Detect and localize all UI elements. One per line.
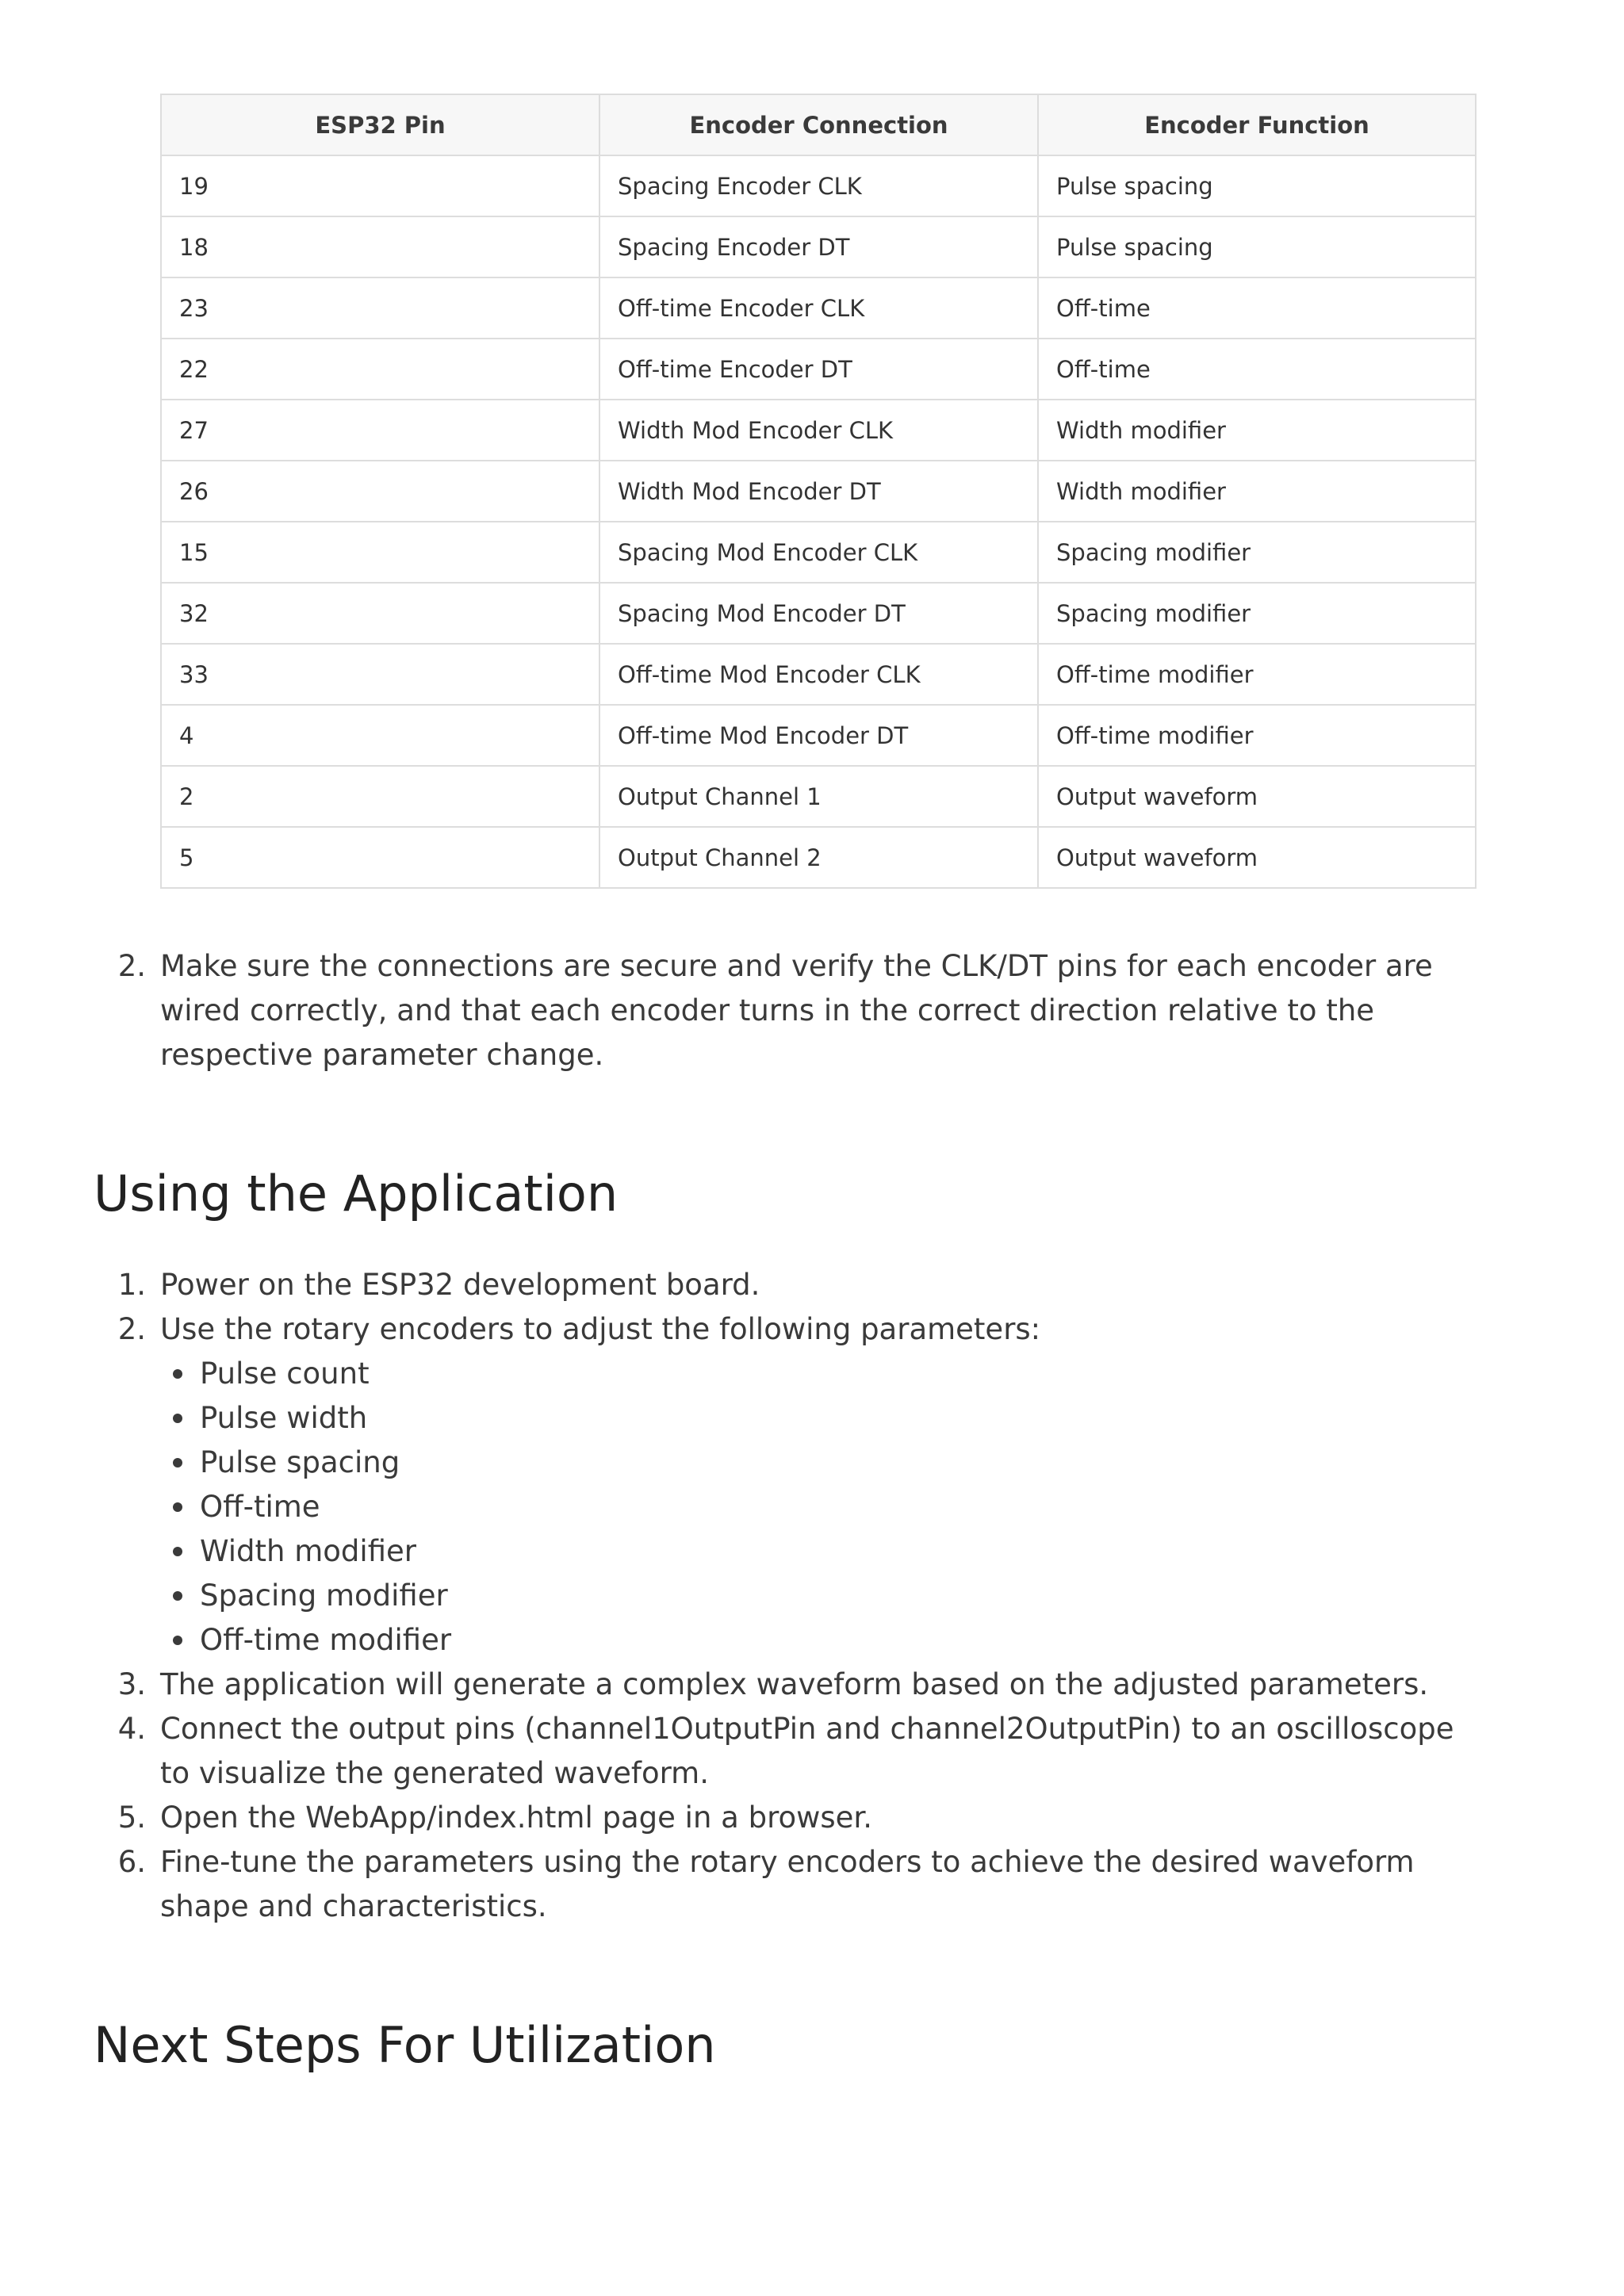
parameter-item: Off-time [200,1485,1473,1529]
list-number: 2. [117,1312,146,1347]
list-number: 3. [117,1667,146,1702]
bullet-icon [173,1369,182,1379]
pin-cell: 27 [161,400,599,461]
table-row [161,461,1476,522]
connection-cell: Off-time Mod Encoder CLK [599,644,1038,705]
bullet-icon [173,1458,182,1468]
connection-cell: Spacing Encoder DT [599,216,1038,277]
function-cell: Off-time modifier [1038,705,1476,766]
connection-cell: Width Mod Encoder DT [599,461,1038,522]
connection-cell: Off-time Encoder CLK [599,277,1038,339]
bullet-icon [173,1502,182,1512]
pin-cell: 33 [161,644,599,705]
list-item-text: The application will generate a complex waveform based on the adjusted parameters. [160,1667,1429,1702]
pin-cell: 26 [161,461,599,522]
connection-cell: Width Mod Encoder CLK [599,400,1038,461]
function-cell: Pulse spacing [1038,216,1476,277]
bullet-icon [173,1591,182,1601]
section-heading-next-steps: Next Steps For Utilization [94,2016,716,2075]
list-number: 5. [117,1800,146,1835]
list-item-text: Connect the output pins (channel1OutputPin and channel2OutputPin) to an oscilloscope to visualize the generated waveform. [160,1712,1454,1791]
section-heading-using-application: Using the Application [94,1165,619,1223]
pin-cell: 2 [161,766,599,827]
pin-cell: 5 [161,827,599,888]
connection-cell: Output Channel 1 [599,766,1038,827]
connection-steps-list [94,944,1473,1077]
parameter-item: Pulse spacing [200,1441,1473,1485]
list-item [94,1663,1473,1707]
bullet-icon [173,1636,182,1645]
table-header-row [161,94,1476,155]
list-number: 2. [117,949,146,983]
function-cell: Off-time modifier [1038,644,1476,705]
list-item-text: Use the rotary encoders to adjust the following parameters: [160,1312,1041,1347]
function-cell: Pulse spacing [1038,155,1476,216]
parameter-item: Width modifier [200,1529,1473,1574]
function-cell: Output waveform [1038,766,1476,827]
document-page [94,94,1473,2076]
table-row [161,216,1476,277]
list-number: 1. [117,1268,146,1303]
usage-steps-list [94,1263,1473,1929]
column-header: ESP32 Pin [161,94,599,155]
parameter-item: Pulse width [200,1396,1473,1441]
list-item [94,1707,1473,1796]
list-item-text: Open the WebApp/index.html page in a browser. [160,1800,873,1835]
table-row [161,827,1476,888]
pin-cell: 22 [161,339,599,400]
table-row [161,705,1476,766]
bullet-icon [173,1547,182,1556]
column-header: Encoder Connection [599,94,1038,155]
list-number: 4. [117,1712,146,1747]
connection-cell: Spacing Mod Encoder CLK [599,522,1038,583]
connection-cell: Output Channel 2 [599,827,1038,888]
pin-table [160,94,1477,889]
connection-cell: Spacing Mod Encoder DT [599,583,1038,644]
bullet-icon [173,1414,182,1423]
connection-cell: Off-time Encoder DT [599,339,1038,400]
function-cell: Width modifier [1038,461,1476,522]
table-row [161,339,1476,400]
table-row [161,766,1476,827]
pin-cell: 18 [161,216,599,277]
column-header: Encoder Function [1038,94,1476,155]
function-cell: Off-time [1038,277,1476,339]
parameter-item: Off-time modifier [200,1618,1473,1663]
function-cell: Output waveform [1038,827,1476,888]
list-item [94,944,1473,1077]
list-item [94,1796,1473,1840]
pin-cell: 19 [161,155,599,216]
table-row [161,277,1476,339]
table-row [161,522,1476,583]
function-cell: Off-time [1038,339,1476,400]
table-row [161,400,1476,461]
parameter-item: Spacing modifier [200,1574,1473,1618]
list-item-text: Fine-tune the parameters using the rotary encoders to achieve the desired waveform shape and characteristics. [160,1845,1415,1924]
list-item [94,1263,1473,1307]
parameter-item: Pulse count [200,1352,1473,1396]
connection-cell: Spacing Encoder CLK [599,155,1038,216]
function-cell: Spacing modifier [1038,522,1476,583]
list-number: 6. [117,1845,146,1880]
parameter-list [160,1352,1473,1663]
pin-cell: 15 [161,522,599,583]
table-row [161,644,1476,705]
function-cell: Spacing modifier [1038,583,1476,644]
connection-cell: Off-time Mod Encoder DT [599,705,1038,766]
pin-cell: 23 [161,277,599,339]
list-item [94,1307,1473,1663]
table-row [161,583,1476,644]
list-item-text: Power on the ESP32 development board. [160,1268,760,1303]
list-item [94,1840,1473,1929]
pin-cell: 32 [161,583,599,644]
function-cell: Width modifier [1038,400,1476,461]
list-item-text: Make sure the connections are secure and verify the CLK/DT pins for each encoder are wired correctly, and that each encoder turns in the correct direction relative to the respective parameter change. [160,949,1433,1072]
table-row [161,155,1476,216]
pin-cell: 4 [161,705,599,766]
